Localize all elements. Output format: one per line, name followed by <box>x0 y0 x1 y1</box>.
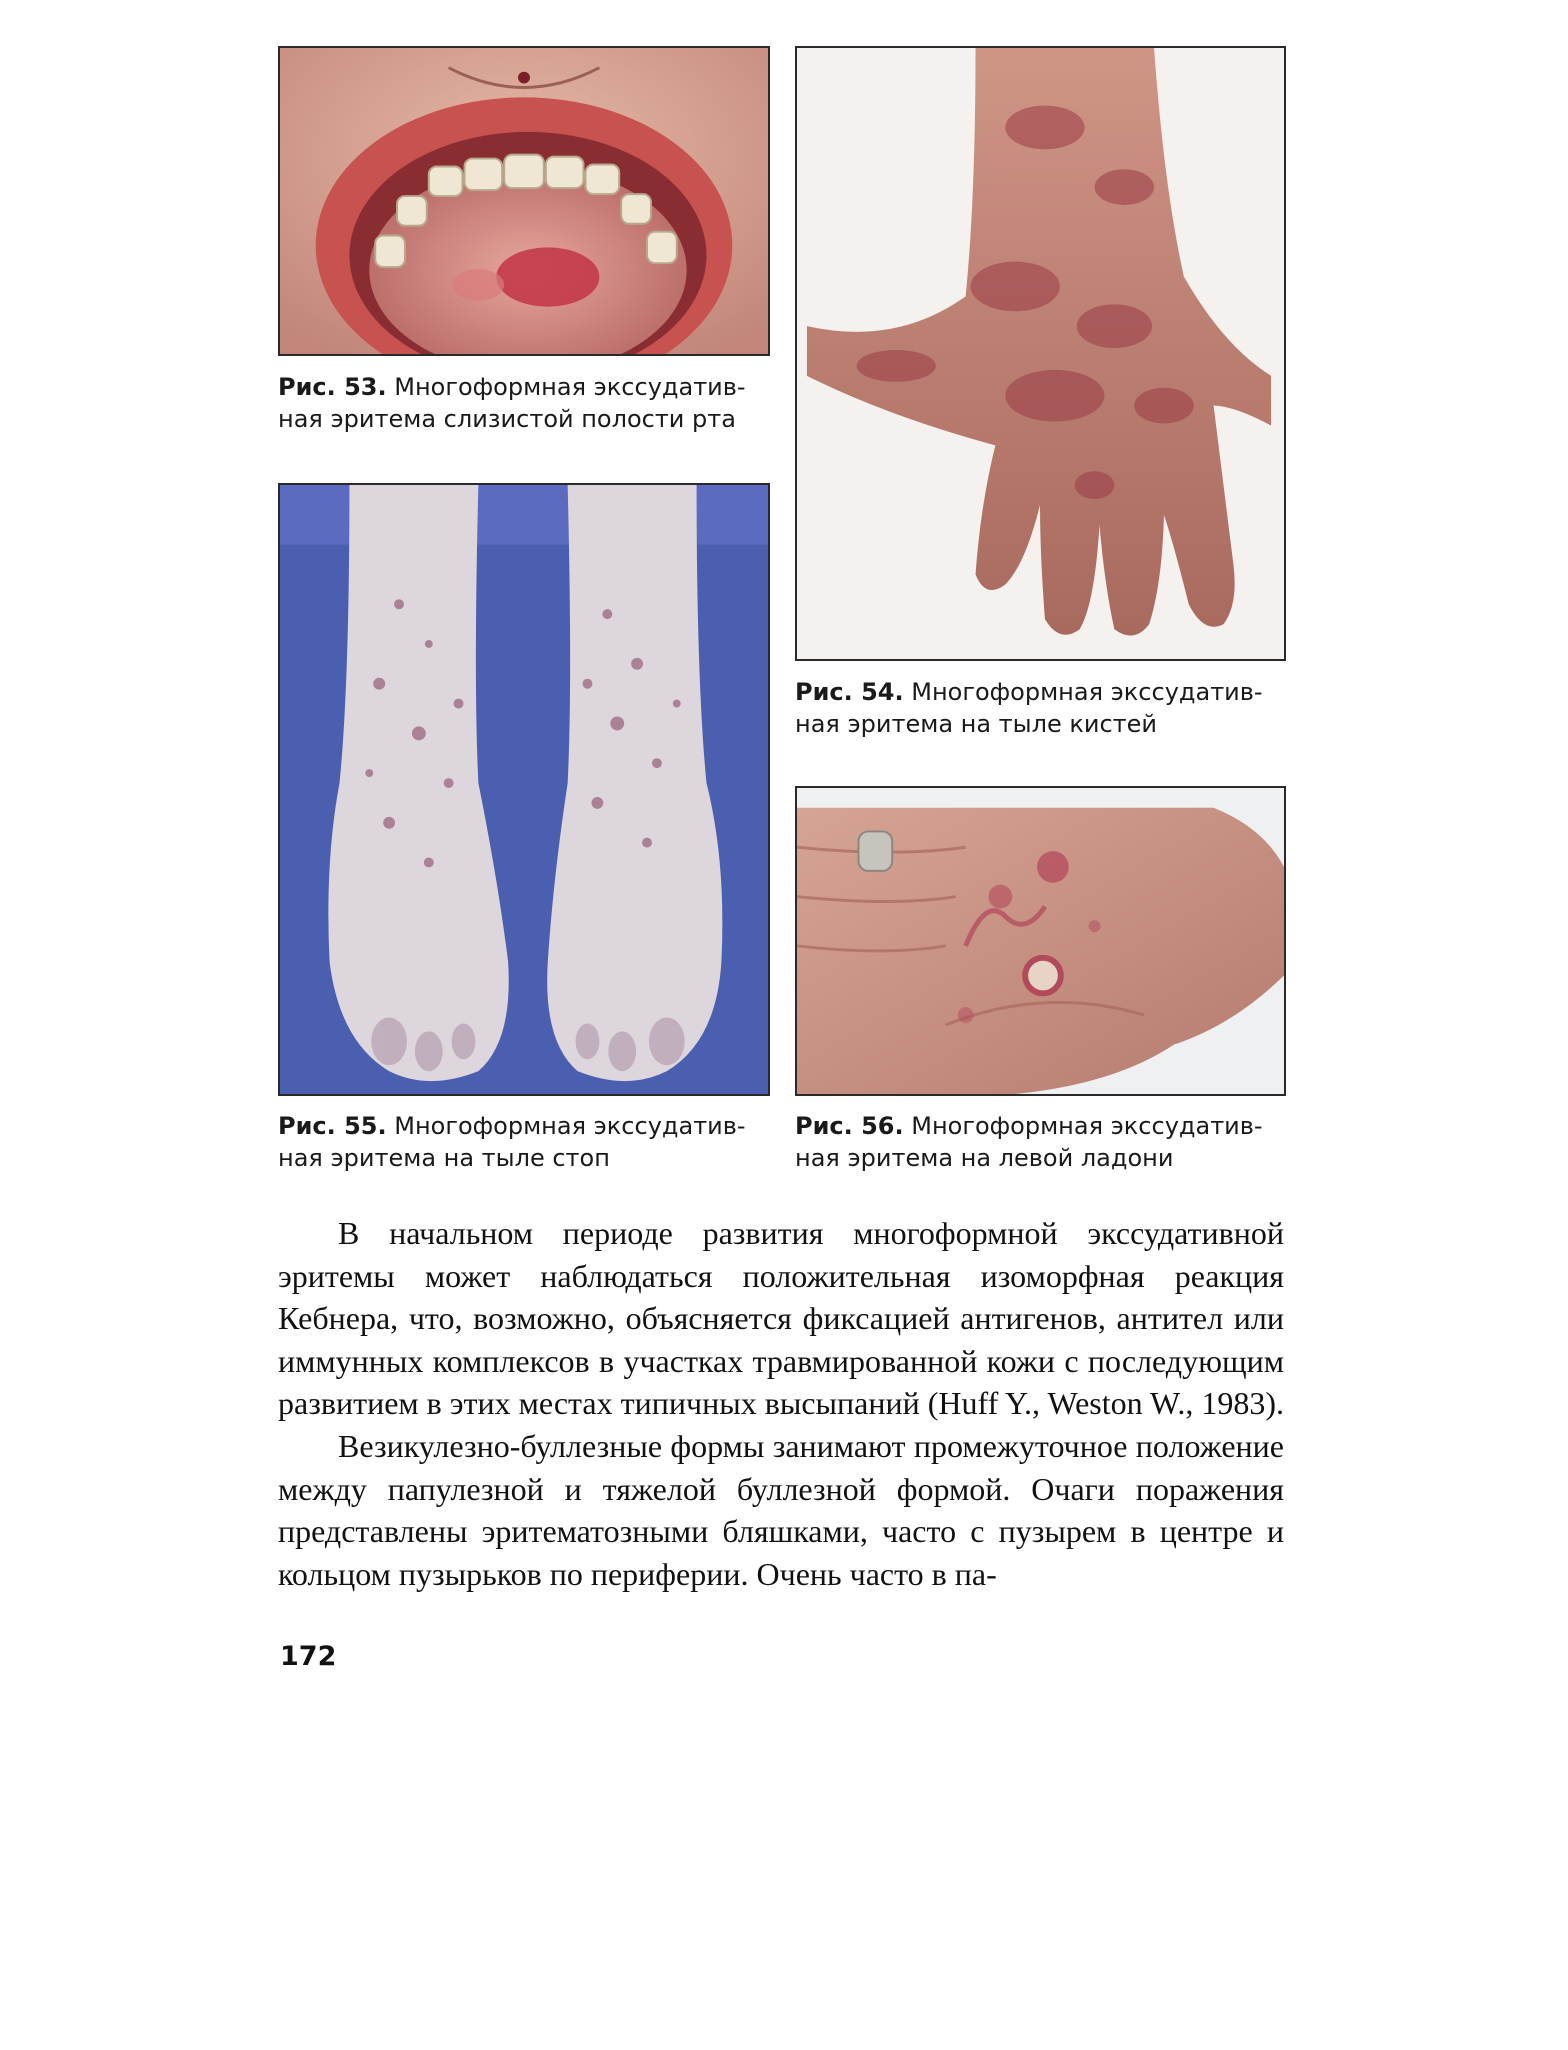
figure-53-label: Рис. 53. <box>278 373 387 401</box>
figure-54-caption-line1: Многоформная экссудатив- <box>903 678 1263 706</box>
figure-53-caption-line1: Многоформная экссудатив- <box>386 373 746 401</box>
figure-55-label: Рис. 55. <box>278 1112 387 1140</box>
feet-dorsum-image <box>280 485 768 1094</box>
body-paragraph-2: Везикулезно-буллезные формы занимают промежуточное положение между папулезной и тяжелой буллезной формой. Очаги поражения представлены эритематозными бляшками, часто с пузырем в центре и кольцом пузырьков по периферии. Очень часто в па- <box>278 1427 1284 1592</box>
figure-54-photo <box>795 46 1286 661</box>
figure-56-photo <box>795 786 1286 1096</box>
figure-56-caption-line1: Многоформная экссудатив- <box>903 1112 1263 1140</box>
figure-56-caption <box>795 1110 1286 1174</box>
figure-53-caption-line2: ная эритема слизистой полости рта <box>278 405 736 433</box>
figure-54-caption-line2: ная эритема на тыле кистей <box>795 710 1157 738</box>
hand-dorsum-image <box>797 48 1284 659</box>
mouth-lesion-image <box>280 48 768 354</box>
figure-55-caption-line1: Многоформная экссудатив- <box>386 1112 746 1140</box>
page-number: 172 <box>280 1641 337 1672</box>
figure-53-photo <box>278 46 770 356</box>
figure-55-caption-line2: ная эритема на тыле стоп <box>278 1144 610 1172</box>
figure-55-photo <box>278 483 770 1096</box>
figure-54-label: Рис. 54. <box>795 678 904 706</box>
figure-56-caption-line2: ная эритема на левой ладони <box>795 1144 1174 1172</box>
figure-56-label: Рис. 56. <box>795 1112 904 1140</box>
body-paragraph-1: В начальном периоде развития многоформной экссудативной эритемы может наблюдаться положительная изоморфная реакция Кебнера, что, возможно, объясняется фиксацией антигенов, антител или иммунных комплексов в участках травмированной кожи с последующим развитием в этих местах типичных высыпаний (Huff Y., Weston W., 1983). <box>278 1215 1284 1422</box>
figure-54-caption <box>795 676 1286 740</box>
body-text <box>278 1212 1284 1595</box>
figure-53-caption <box>278 371 770 435</box>
palm-lesion-image <box>797 788 1284 1094</box>
figure-55-caption <box>278 1110 770 1174</box>
